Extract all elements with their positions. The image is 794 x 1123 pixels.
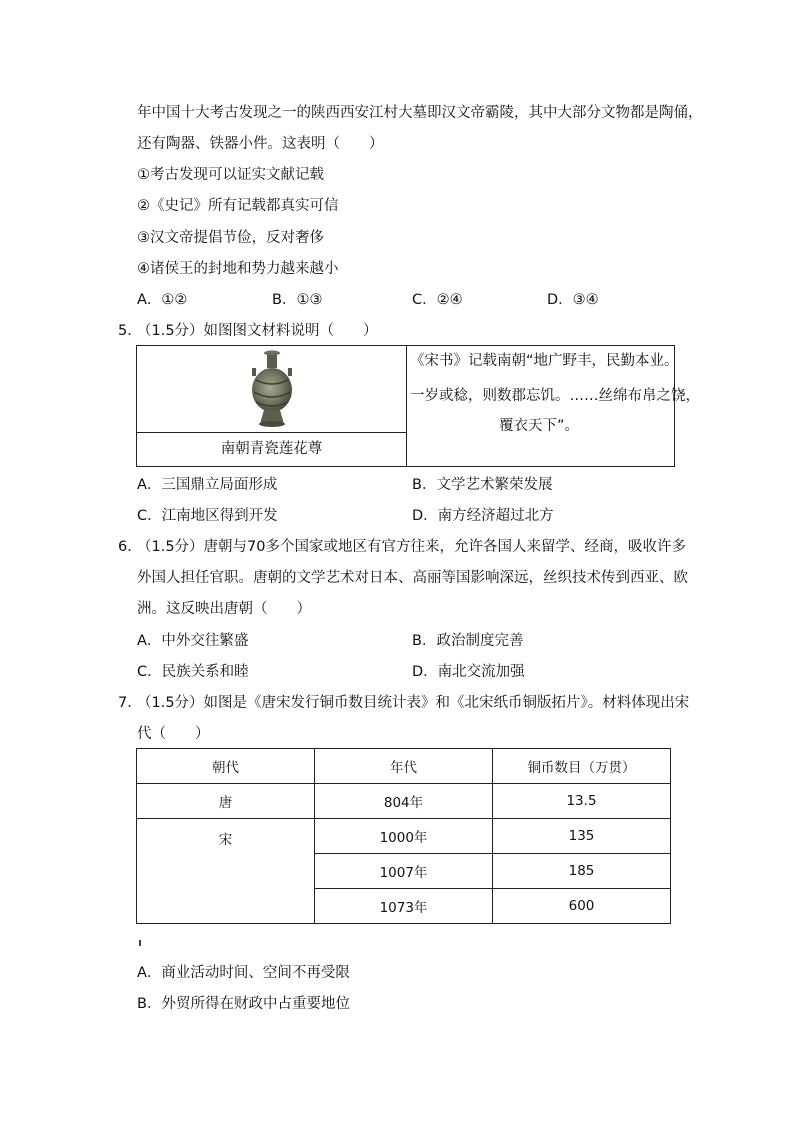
- cell-year: 1000年: [315, 819, 493, 854]
- q4-option-d[interactable]: D．③④: [547, 292, 599, 308]
- q6-stem-line2: 外国人担任官职。唐朝的文学艺术对日本、高丽等国影响深远，丝织技术传到西亚、欧: [137, 570, 688, 586]
- q4-option-c[interactable]: C．②④: [412, 292, 463, 308]
- q6-stem-line1: （1.5分）唐朝与70多个国家或地区有官方往来，允许各国人来留学、经商，吸收许多: [137, 539, 687, 555]
- q5-material-box: [136, 345, 700, 467]
- q4-item-1: ①考古发现可以证实文献记载: [137, 167, 324, 183]
- cell-amount: 13.5: [493, 784, 671, 819]
- q6-stem-line3: 洲。这反映出唐朝（ ）: [137, 601, 311, 617]
- coin-statistics-table: [136, 748, 671, 924]
- q4-item-2: ②《史记》所有记载都真实可信: [137, 198, 339, 214]
- q6-option-a[interactable]: A．中外交往繁盛: [137, 633, 249, 649]
- q5-quote-column: [407, 346, 700, 466]
- q7-option-a[interactable]: A．商业活动时间、空间不再受限: [137, 965, 350, 981]
- q5-quote-line3: 覆衣天下”。: [499, 418, 580, 434]
- cell-year: 804年: [315, 784, 493, 819]
- q5-number: 5．: [118, 323, 142, 339]
- q4-option-b[interactable]: B．①③: [272, 292, 323, 308]
- header-amount: 铜币数目（万贯）: [493, 749, 671, 784]
- q5-option-b[interactable]: B．文学艺术繁荣发展: [412, 477, 553, 493]
- q4-option-a[interactable]: A．①②: [137, 292, 188, 308]
- q5-image-column: [137, 346, 407, 466]
- q6-number: 6．: [118, 539, 142, 555]
- q4-stem-line2: 还有陶器、铁器小件。这表明（ ）: [137, 136, 384, 152]
- q5-stem: （1.5分）如图图文材料说明（ ）: [137, 323, 378, 339]
- q7-option-b[interactable]: B．外贸所得在财政中占重要地位: [137, 996, 350, 1012]
- cell-amount: 135: [493, 819, 671, 854]
- table-row: [137, 784, 671, 819]
- cell-amount: 600: [493, 889, 671, 924]
- q5-option-d[interactable]: D．南方经济超过北方: [412, 508, 554, 524]
- q4-item-3: ③汉文帝提倡节俭，反对奢侈: [137, 230, 324, 246]
- q7-number: 7．: [118, 695, 142, 711]
- cell-year: 1073年: [315, 889, 493, 924]
- table-header-row: [137, 749, 671, 784]
- q6-option-b[interactable]: B．政治制度完善: [412, 633, 524, 649]
- cell-dynasty: 宋: [137, 819, 315, 924]
- header-dynasty: 朝代: [137, 749, 315, 784]
- q5-quote-line1: 《宋书》记载南朝“地广野丰，民勤本业。: [410, 353, 679, 369]
- lotus-vase-image: [242, 350, 302, 430]
- q7-stem-line1: （1.5分）如图是《唐宋发行铜币数目统计表》和《北宋纸币铜版拓片》。材料体现出宋: [137, 695, 690, 711]
- q5-quote-line2: 一岁或稔，则数郡忘饥。……丝绵布帛之饶，: [410, 388, 700, 404]
- q4-item-4: ④诸侯王的封地和势力越来越小: [137, 261, 339, 277]
- q5-image-cell: [137, 346, 406, 433]
- q6-option-c[interactable]: C．民族关系和睦: [137, 664, 249, 680]
- q5-option-c[interactable]: C．江南地区得到开发: [137, 508, 278, 524]
- q5-image-caption: 南朝青瓷莲花尊: [220, 441, 323, 457]
- table-row: [137, 819, 671, 854]
- q6-option-d[interactable]: D．南北交流加强: [412, 664, 525, 680]
- cell-amount: 185: [493, 854, 671, 889]
- header-year: 年代: [315, 749, 493, 784]
- cell-dynasty: 唐: [137, 784, 315, 819]
- q7-stem-line2: 代（ ）: [137, 726, 210, 742]
- q4-stem-line1: 年中国十大考古发现之一的陕西西安江村大墓即汉文帝霸陵，其中大部分文物都是陶俑，: [137, 105, 703, 121]
- cell-year: 1007年: [315, 854, 493, 889]
- q5-option-a[interactable]: A．三国鼎立局面形成: [137, 477, 278, 493]
- image-placeholder-mark: [139, 940, 141, 946]
